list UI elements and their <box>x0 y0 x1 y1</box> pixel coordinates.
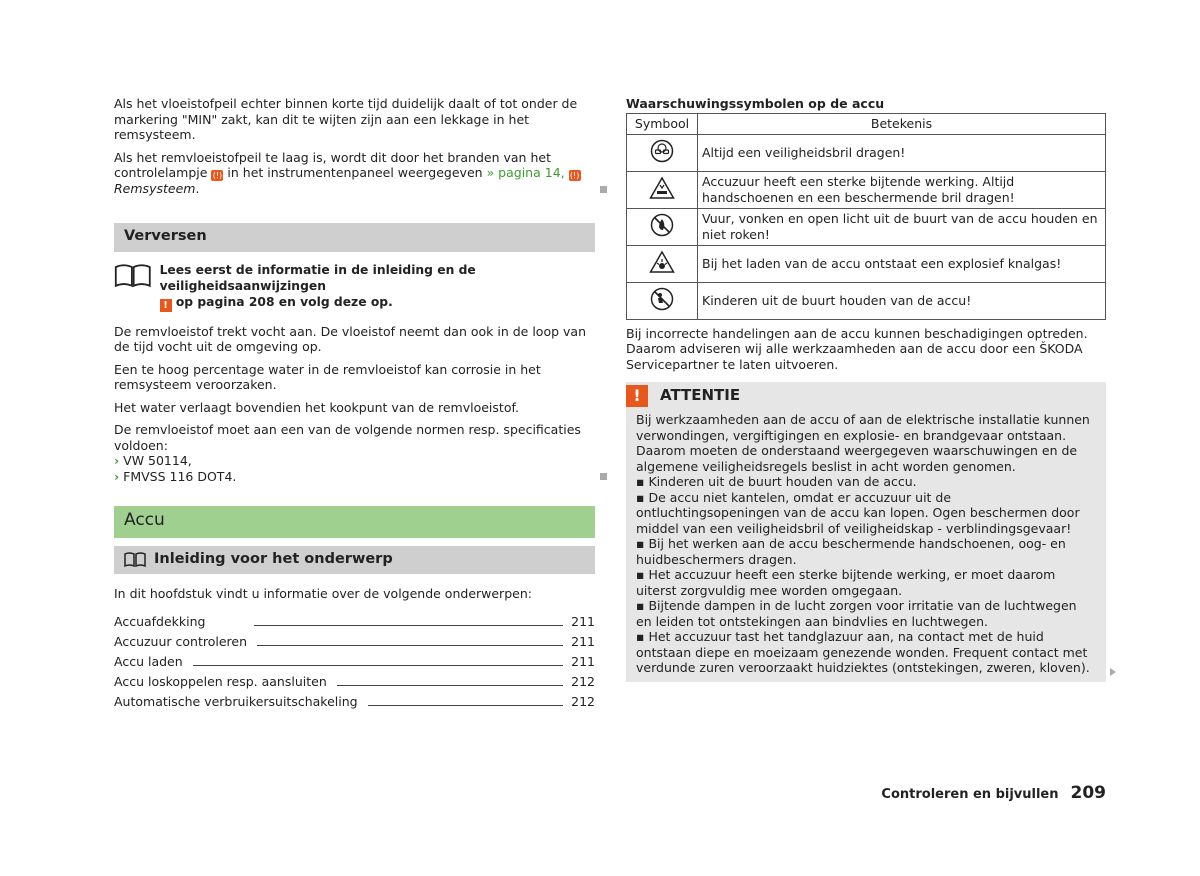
table-row: Kinderen uit de buurt houden van de accu! <box>627 282 1106 319</box>
end-marker <box>600 186 607 193</box>
toc-item[interactable]: Accu laden 211 <box>114 654 595 669</box>
left-column <box>114 96 595 710</box>
attention-bullet: ▪ Kinderen uit de buurt houden van de accu. <box>636 474 917 489</box>
warning-icon: ! <box>160 299 172 312</box>
intro-text: In dit hoofdstuk vindt u informatie over de volgende onderwerpen: <box>114 586 532 601</box>
page-number: 209 <box>1070 783 1106 803</box>
leader-line <box>257 645 563 646</box>
corrosive-acid-icon <box>649 176 675 200</box>
attention-bullet: ▪ De accu niet kantelen, omdat er accuzuur uit de ontluchtingsopeningen van de accu kan lopen. Ogen beschermen door middel van een veiligheidsbril of veiligheidskap - verblindingsgevaar! <box>636 489 1080 536</box>
book-icon <box>114 262 152 290</box>
leader-line <box>193 665 563 666</box>
safety-goggles-icon <box>650 139 674 163</box>
leader-line <box>254 625 564 626</box>
table-row: Bij het laden van de accu ontstaat een explosief knalgas! <box>627 245 1106 282</box>
brake-warning-icon: (!) <box>569 171 580 180</box>
exclamation-icon: ! <box>626 385 648 407</box>
paragraph-norms: De remvloeistof moet aan een van de volgende normen resp. specificaties voldoen: <box>114 422 581 453</box>
attention-box <box>626 382 1106 682</box>
list-item: › FMVSS 116 DOT4. <box>114 468 237 484</box>
table-row: Vuur, vonken en open licht uit de buurt van de accu houden en niet roken! <box>627 208 1106 245</box>
end-marker <box>600 473 607 480</box>
paragraph-corrosion: Een te hoog percentage water in de remvloeistof kan corrosie in het remsysteem veroorzaken. <box>114 361 541 392</box>
toc-item[interactable]: Accuafdekking 211 <box>114 614 595 629</box>
paragraph-service-partner: Bij incorrecte handelingen aan de accu kunnen beschadigingen optreden. Daarom adviseren wij alle werkzaamheden aan de accu door een ŠKODA Servicepartner te laten uitvoeren. <box>626 325 1088 372</box>
attention-bullet: ▪ Bij het werken aan de accu beschermende handschoenen, oog- en huidbeschermers dragen. <box>636 536 1066 567</box>
column-header-meaning: Betekenis <box>698 113 1106 134</box>
paragraph-moisture: De remvloeistof trekt vocht aan. De vloeistof neemt dan ook in de loop van de tijd vocht uit de omgeving op. <box>114 323 586 354</box>
attention-text: Bij werkzaamheden aan de accu of aan de elektrische installatie kunnen verwondingen, vergiftigingen en explosie- en brandgevaar ontstaan. Daarom moeten de onderstaand weergegeven waarschuwingen en de algemene veiligheidsregels beslist in acht worden genomen. <box>636 412 1090 474</box>
norms-list <box>114 453 595 484</box>
attention-bullet: ▪ Bijtende dampen in de lucht zorgen voor irritatie van de luchtwegen en leiden tot ontstekingen aan bindvlies en luchtwegen. <box>636 598 1077 629</box>
toc-item[interactable]: Accu loskoppelen resp. aansluiten 212 <box>114 674 595 689</box>
book-icon <box>124 552 146 568</box>
list-item: › VW 50114, <box>114 453 192 468</box>
toc-item[interactable]: Accuzuur controleren 211 <box>114 634 595 649</box>
subsection-header: Inleiding voor het onderwerp <box>114 546 595 574</box>
table-header-row <box>627 113 1106 134</box>
table-row: Accuzuur heeft een sterke bijtende werking. Altijd handschoenen en een beschermende bril dragen! <box>627 171 1106 208</box>
read-first-note: Lees eerst de informatie in de inleiding en de veiligheidsaanwijzingen ! op pagina 208 en volg deze op. <box>114 262 595 312</box>
attention-header: ! ATTENTIE <box>626 382 1106 408</box>
attention-bullet: ▪ Het accuzuur tast het tandglazuur aan, na contact met de huid ontstaan diepe en moeizaam genezende wonden. Frequent contact met verdunde zuren veroorzaakt huidziektes (ontstekingen, zweren, kloven). <box>636 629 1090 675</box>
page-link[interactable]: » pagina 14, <box>486 165 565 180</box>
table-of-contents <box>114 610 595 710</box>
chevron-right-icon: › <box>114 453 120 468</box>
continue-arrow-icon <box>1110 668 1116 676</box>
paragraph-boiling-point: Het water verlaagt bovendien het kookpunt van de remvloeistof. <box>114 399 519 415</box>
column-header-symbol: Symbool <box>627 113 698 134</box>
leader-line <box>337 685 563 686</box>
page-footer <box>881 783 1106 803</box>
table-caption: Waarschuwingssymbolen op de accu <box>626 96 885 111</box>
chevron-right-icon: › <box>114 468 120 484</box>
paragraph-warning-lamp: Als het remvloeistofpeil te laag is, wordt dit door het branden van het controlelampje (!) in het instrumentenpaneel weergegeven » pagina 14, (!)Remsysteem. <box>114 150 595 197</box>
keep-children-away-icon <box>650 287 674 311</box>
table-row: Altijd een veiligheidsbril dragen! <box>627 134 1106 171</box>
attention-bullet: ▪ Het accuzuur heeft een sterke bijtende werking, er moet daarom uiterst zorgvuldig mee worden omgegaan. <box>636 567 1056 598</box>
footer-section-title: Controleren en bijvullen <box>881 787 1059 802</box>
brake-warning-icon: (!) <box>212 171 223 180</box>
section-header-verversen: Verversen <box>114 223 595 252</box>
paragraph-fluid-level: Als het vloeistofpeil echter binnen korte tijd duidelijk daalt of tot onder de markering "MIN" zakt, kan dit te wijten zijn aan een lekkage in het remsysteem. <box>114 96 578 142</box>
no-fire-icon <box>650 213 674 237</box>
warning-symbols-table <box>626 113 1106 320</box>
attention-body <box>626 408 1106 676</box>
chapter-header-accu: Accu <box>114 506 595 538</box>
toc-item[interactable]: Automatische verbruikersuitschakeling 212 <box>114 694 595 709</box>
right-column <box>626 96 1106 682</box>
explosive-gas-icon <box>649 250 675 274</box>
leader-line <box>368 705 564 706</box>
